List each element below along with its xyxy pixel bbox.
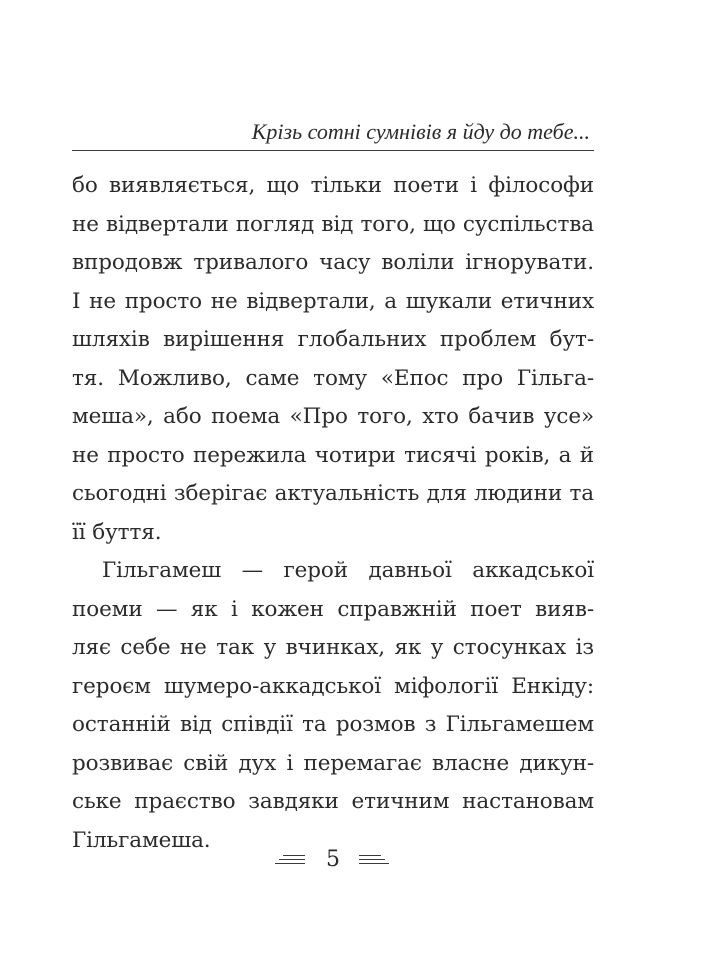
text-line: меша», або поема «Про того, хто бачив усе» (72, 404, 594, 429)
triple-line-ornament-icon (275, 855, 305, 865)
text-line: ське праєство завдяки етичним настановам (72, 789, 594, 814)
text-line: не відвертали погляд від того, що суспільства (72, 211, 594, 237)
text-line: ляє себе не так у вчинках, як у стосунках із (72, 635, 594, 660)
body-text (72, 167, 594, 860)
text-line: Гільгамеша. (72, 827, 211, 853)
text-line: розвиває свій дух і перемагає власне дикун- (72, 750, 594, 776)
text-line: І не просто не відвертали, а шукали етичних (72, 288, 594, 314)
page-number: 5 (326, 847, 340, 872)
text-line: її буття. (72, 519, 162, 545)
text-line: бо виявляється, що тільки поети і філософи (72, 173, 594, 198)
header-rule (72, 150, 594, 151)
text-line: не просто пережила чотири тисячі років, а й (72, 442, 594, 468)
triple-line-ornament-icon (359, 855, 389, 865)
page-folio (0, 846, 724, 876)
running-title: Крізь сотні сумнівів я йду до тебе... (251, 119, 590, 144)
text-line: сьогодні зберігає актуальність для людини та (72, 481, 594, 506)
text-line: поеми — як і кожен справжній поет вияв- (72, 596, 594, 622)
paragraph-2 (72, 552, 594, 860)
text-line: героєм шумеро-аккадської міфології Енкіду: (72, 673, 594, 699)
text-line: Гільгамеш — герой давньої аккадської (102, 558, 594, 583)
paragraph-1 (72, 167, 594, 552)
text-line: впродовж тривалого часу воліли ігнорувати. (72, 250, 594, 275)
text-line: останній від співдії та розмов з Гільгамешем (72, 712, 594, 737)
text-line: шляхів вирішення глобальних проблем бут- (72, 327, 594, 352)
text-line: тя. Можливо, саме тому «Епос про Гільга- (72, 365, 594, 391)
